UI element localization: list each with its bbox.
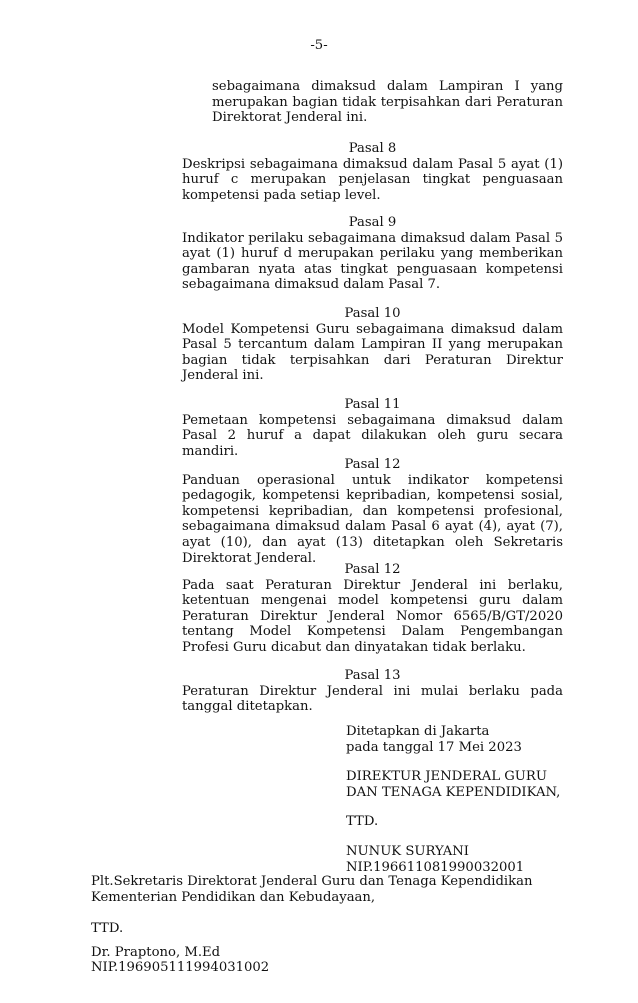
- article-heading: Pasal 13: [344, 668, 401, 683]
- article-10: [182, 306, 563, 384]
- article-9: [182, 215, 563, 293]
- article-heading: Pasal 12: [344, 457, 401, 472]
- signature-ttd: TTD.: [346, 814, 379, 830]
- signature-nip: NIP.196611081990032001: [346, 859, 525, 875]
- article-heading: Pasal 8: [348, 141, 397, 156]
- intro-text: sebagaimana dimaksud dalam Lampiran I yang merupakan bagian tidak terpisahkan dari Peraturan Direktorat Jenderal ini.: [212, 79, 563, 126]
- article-text: Model Kompetensi Guru sebagaimana dimaksud dalam Pasal 5 tercantum dalam Lampiran II yang merupakan bagian tidak terpisahkan dari Peraturan Direktur Jenderal ini.: [182, 321, 563, 384]
- copy-line-2: Kementerian Pendidikan dan Kebudayaan,: [91, 889, 376, 905]
- article-heading: Pasal 9: [348, 215, 397, 230]
- article-12a: [182, 457, 563, 566]
- article-heading: Pasal 12: [344, 562, 401, 577]
- intro-paragraph: [212, 79, 563, 126]
- article-text: Deskripsi sebagaimana dimaksud dalam Pasal 5 ayat (1) huruf c merupakan penjelasan tingkat penguasaan kompetensi pada setiap level.: [182, 156, 563, 203]
- copy-block: [91, 874, 561, 976]
- article-text: Panduan operasional untuk indikator kompetensi pedagogik, kompetensi kepribadian, kompetensi sosial, kompetensi kepribadian, dan kompetensi profesional, sebagaimana dimaksud dalam Pasal 6 ayat (4), ayat (7), ayat (10), dan ayat (13) ditetapkan oleh Sekretaris Direktorat Jenderal.: [182, 472, 563, 566]
- signature-title-1: DIREKTUR JENDERAL GURU: [346, 769, 547, 785]
- article-heading: Pasal 11: [344, 397, 401, 412]
- article-text: Indikator perilaku sebagaimana dimaksud dalam Pasal 5 ayat (1) huruf d merupakan perilaku yang memberikan gambaran nyata atas tingkat penguasaan kompetensi sebagaimana dimaksud dalam Pasal 7.: [182, 230, 563, 293]
- article-text: Pemetaan kompetensi sebagaimana dimaksud dalam Pasal 2 huruf a dapat dilakukan oleh guru secara mandiri.: [182, 412, 563, 459]
- article-text: Peraturan Direktur Jenderal ini mulai berlaku pada tanggal ditetapkan.: [182, 683, 563, 715]
- copy-ttd: TTD.: [91, 921, 124, 937]
- signature-title-2: DAN TENAGA KEPENDIDIKAN,: [346, 784, 561, 800]
- signature-block: [346, 724, 586, 875]
- article-11: [182, 397, 563, 459]
- article-13: [182, 668, 563, 715]
- article-heading: Pasal 10: [344, 306, 401, 321]
- copy-line-1: Plt.Sekretaris Direktorat Jenderal Guru dan Tenaga Kependidikan: [91, 874, 533, 889]
- signature-name: NUNUK SURYANI: [346, 843, 469, 859]
- signature-place: Ditetapkan di Jakarta: [346, 724, 490, 739]
- article-text: Pada saat Peraturan Direktur Jenderal ini berlaku, ketentuan mengenai model kompetensi guru dalam Peraturan Direktur Jenderal Nomor 6565/B/GT/2020 tentang Model Kompetensi Dalam Pengembangan Profesi Guru dicabut dan dinyatakan tidak berlaku.: [182, 577, 563, 655]
- copy-name: Dr. Praptono, M.Ed: [91, 944, 221, 960]
- signature-date: pada tanggal 17 Mei 2023: [346, 739, 522, 755]
- copy-nip: NIP.196905111994031002: [91, 960, 270, 976]
- article-8: [182, 141, 563, 203]
- article-12b: [182, 562, 563, 656]
- page-number: -5-: [310, 38, 328, 53]
